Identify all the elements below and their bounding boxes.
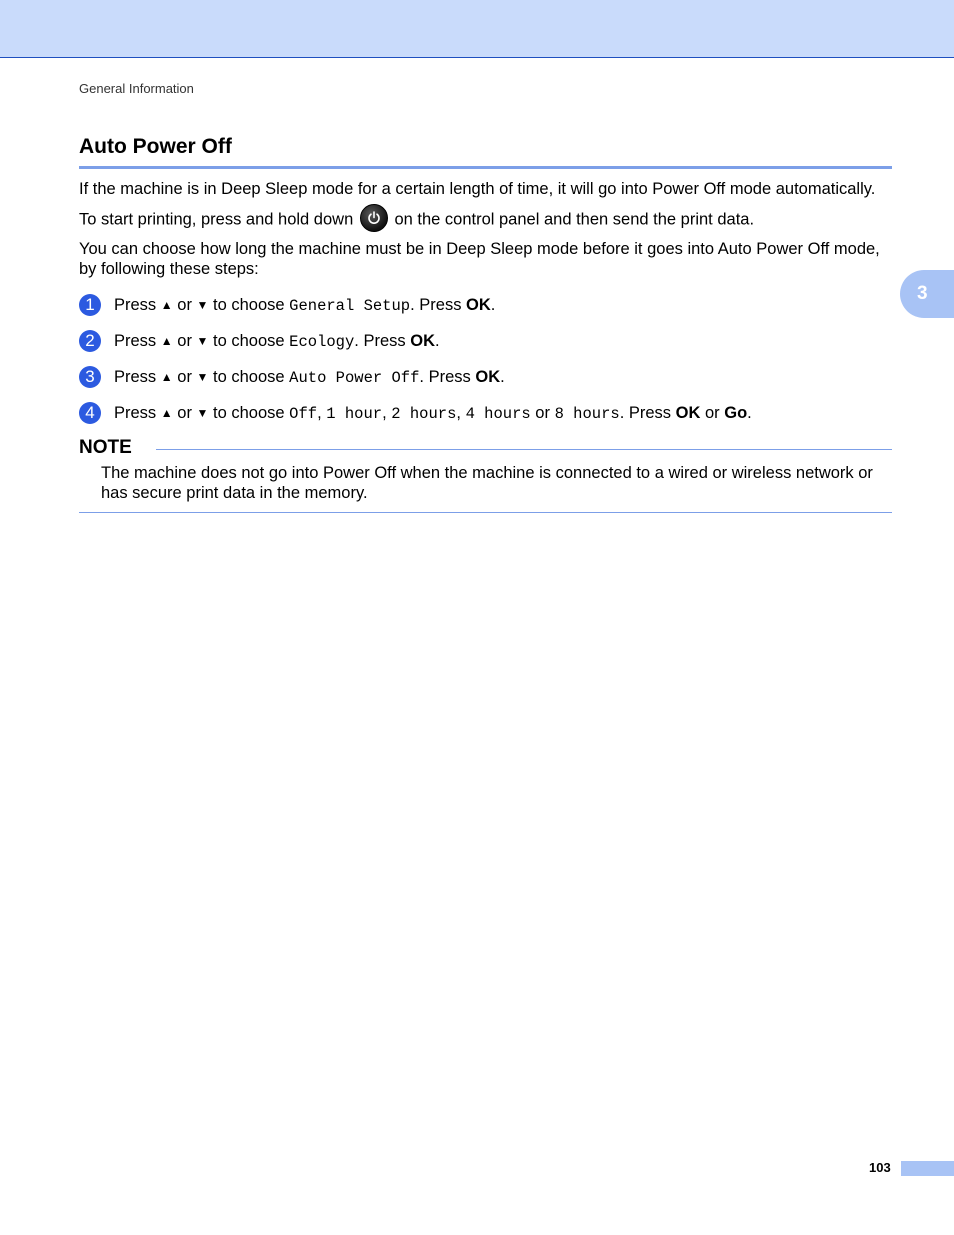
down-arrow-icon: ▼ [196,370,209,384]
print-instruction-before: To start printing, press and hold down [79,210,354,229]
menu-option: General Setup [289,297,411,315]
step-2 [79,329,894,353]
menu-option: Ecology [289,333,355,351]
page-number: 103 [869,1160,891,1175]
step-number-4: 4 [79,402,101,424]
steps-intro-paragraph: You can choose how long the machine must be in Deep Sleep mode before it goes into Auto Power Off mode, by following these steps: [79,240,880,278]
step-4-text: Press ▲ or ▼ to choose Off, 1 hour, 2 hours, 4 hours or 8 hours. Press OK or Go. [114,404,752,423]
menu-option-8-hours: 8 hours [554,405,620,423]
ok-key: OK [466,296,491,314]
step-3-text: Press ▲ or ▼ to choose Auto Power Off. Press OK. [114,368,505,387]
menu-option-2-hours: 2 hours [391,405,457,423]
step-1-text: Press ▲ or ▼ to choose General Setup. Press OK. [114,296,496,315]
step-number-2: 2 [79,330,101,352]
ok-key: OK [410,332,435,350]
note-rule-top [156,449,892,450]
section-title: Auto Power Off [79,135,232,158]
note-body: The machine does not go into Power Off when the machine is connected to a wired or wireless network or has secure print data in the memory. [101,464,873,502]
chapter-tab[interactable]: 3 [900,270,954,318]
print-instruction-after: on the control panel and then send the print data. [394,210,755,229]
go-key: Go [724,404,748,422]
up-arrow-icon: ▲ [160,334,173,348]
menu-option: Auto Power Off [289,369,420,387]
down-arrow-icon: ▼ [196,334,209,348]
down-arrow-icon: ▼ [196,406,209,420]
running-head: General Information [79,81,194,96]
menu-option-off: Off [289,405,318,423]
page-number-tab [901,1161,954,1176]
up-arrow-icon: ▲ [160,298,173,312]
menu-option-1-hour: 1 hour [326,405,383,423]
step-number-3: 3 [79,366,101,388]
print-instruction [79,206,894,234]
intro-paragraph: If the machine is in Deep Sleep mode for a certain length of time, it will go into Power Off mode automatically. [79,180,876,198]
step-4 [79,401,894,425]
step-3 [79,365,894,389]
step-number-1: 1 [79,294,101,316]
up-arrow-icon: ▲ [160,370,173,384]
up-arrow-icon: ▲ [160,406,173,420]
menu-option-4-hours: 4 hours [465,405,531,423]
power-button-icon [360,204,388,232]
note-rule-bottom [79,512,892,513]
header-band [0,0,954,58]
down-arrow-icon: ▼ [196,298,209,312]
title-underline [79,166,892,169]
step-1 [79,293,894,317]
note-label: NOTE [79,437,132,458]
step-2-text: Press ▲ or ▼ to choose Ecology. Press OK. [114,332,440,351]
ok-key: OK [675,404,701,422]
ok-key: OK [475,368,501,386]
